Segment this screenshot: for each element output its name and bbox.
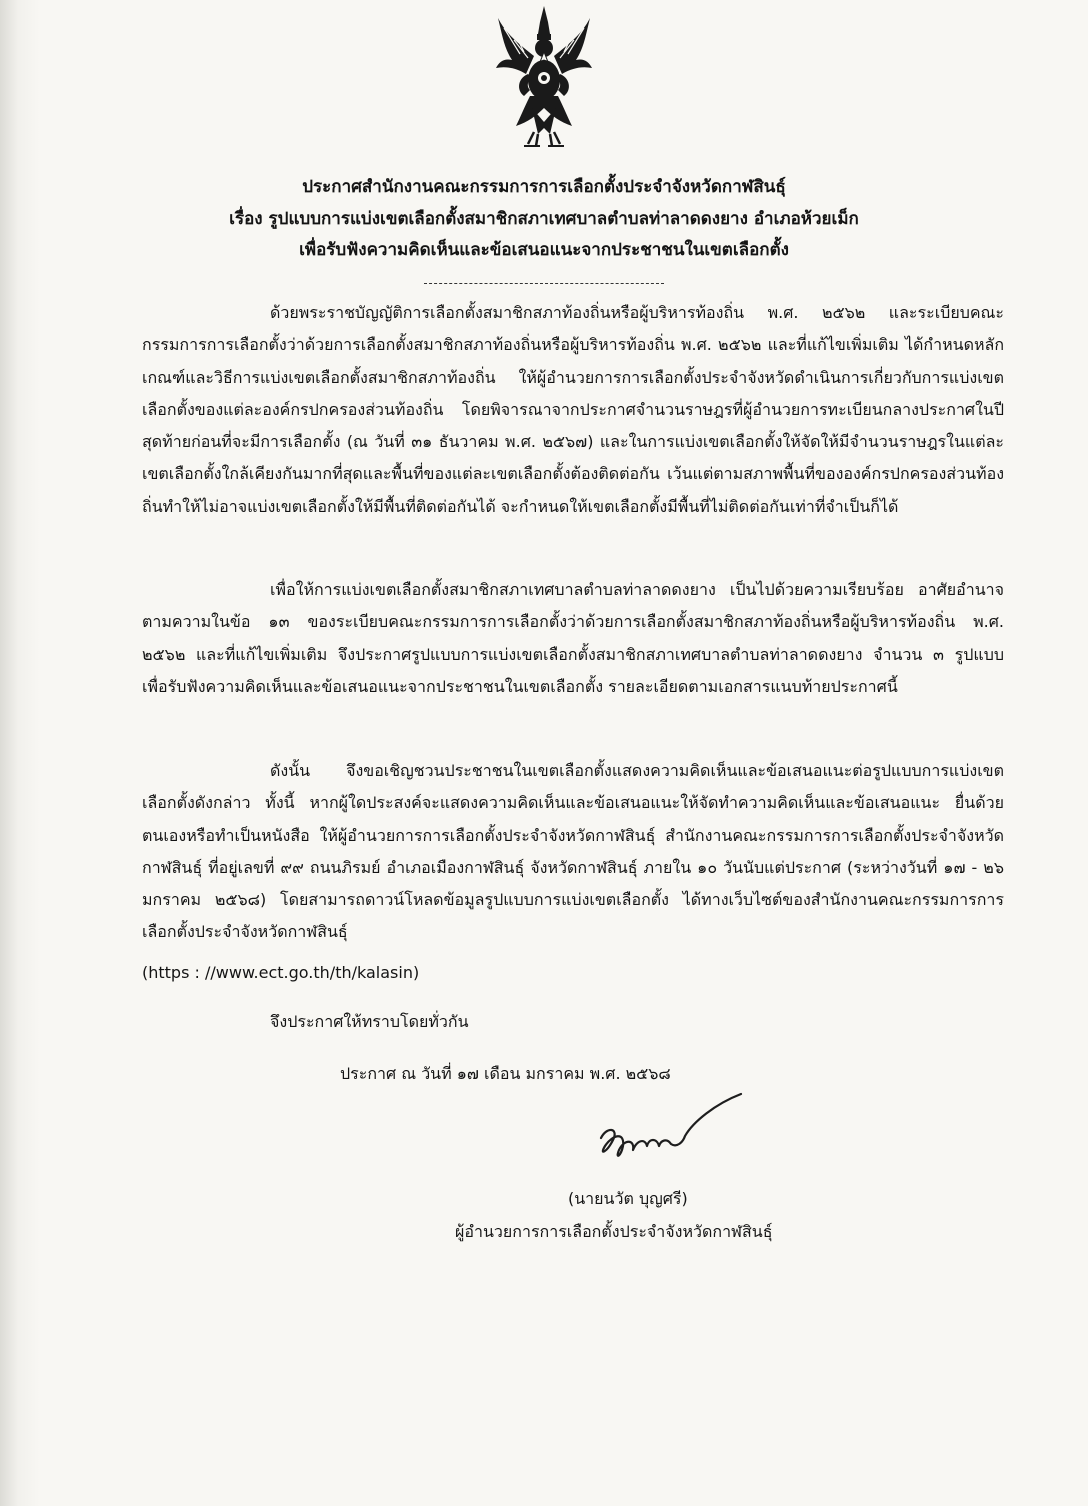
body-paragraph-3: ดังนั้น จึงขอเชิญชวนประชาชนในเขตเลือกตั้งแสดงความคิดเห็นและข้อเสนอแนะต่อรูปแบบการแบ่งเขตเลือกตั้งดังกล่าว ทั้งนี้ หากผู้ใดประสงค์จะแสดงความคิดเห็นและข้อเสนอแนะให้จัดทำความคิดเห็นและข้อเสนอแนะ ยื่นด้วยตนเองหรือทำเป็นหนังสือ ให้ผู้อำนวยการการเลือกตั้งประจำจังหวัดกาฬสินธุ์ สำนักงานคณะกรรมการการเลือกตั้งประจำจังหวัดกาฬสินธุ์ ที่อยู่เลขที่ ๙๙ ถนนภิรมย์ อำเภอเมืองกาฬสินธุ์ จังหวัดกาฬสินธุ์ ภายใน ๑๐ วันนับแต่ประกาศ (ระหว่างวันที่ ๑๗ - ๒๖ มกราคม ๒๕๖๘) โดยสามารถดาวน์โหลดข้อมูลรูปแบบการแบ่งเขตเลือกตั้ง ได้ทางเว็บไซต์ของสำนักงานคณะกรรมการการเลือกตั้งประจำจังหวัดกาฬสินธุ์ [142,761,1004,942]
closing-statement: จึงประกาศให้ทราบโดยทั่วกัน [270,1012,469,1031]
announcement-title: ประกาศสำนักงานคณะกรรมการการเลือกตั้งประจำจังหวัดกาฬสินธุ์ [302,177,786,197]
body-paragraph-1: ด้วยพระราชบัญญัติการเลือกตั้งสมาชิกสภาท้องถิ่นหรือผู้บริหารท้องถิ่น พ.ศ. ๒๕๖๒ และระเบียบคณะกรรมการการเลือกตั้งว่าด้วยการเลือกตั้งสมาชิกสภาท้องถิ่นหรือผู้บริหารท้องถิ่น พ.ศ. ๒๕๖๒ และที่แก้ไขเพิ่มเติม ได้กำหนดหลักเกณฑ์และวิธีการแบ่งเขตเลือกตั้งสมาชิกสภาท้องถิ่น ให้ผู้อำนวยการการเลือกตั้งประจำจังหวัดดำเนินการเกี่ยวกับการแบ่งเขตเลือกตั้งของแต่ละองค์กรปกครองส่วนท้องถิ่น โดยพิจารณาจากประกาศจำนวนราษฎรที่ผู้อำนวยการทะเบียนกลางประกาศในปีสุดท้ายก่อนที่จะมีการเลือกตั้ง (ณ วันที่ ๓๑ ธันวาคม พ.ศ. ๒๕๖๗) และในการแบ่งเขตเลือกตั้งให้จัดให้มีจำนวนราษฎรในแต่ละเขตเลือกตั้งใกล้เคียงกันมากที่สุดและพื้นที่ของแต่ละเขตเลือกตั้งต้องติดต่อกัน เว้นแต่ตามสภาพพื้นที่ขององค์กรปกครองส่วนท้องถิ่นทำให้ไม่อาจแบ่งเขตเลือกตั้งให้มีพื้นที่ติดต่อกันได้ จะกำหนดให้เขตเลือกตั้งมีพื้นที่ไม่ติดต่อกันเท่าที่จำเป็นก็ได้ [142,303,1004,516]
garuda-emblem-icon [494,4,594,150]
announcement-purpose: เพื่อรับฟังความคิดเห็นและข้อเสนอแนะจากประชาชนในเขตเลือกตั้ง [299,240,789,260]
signer-position: ผู้อำนวยการการเลือกตั้งประจำจังหวัดกาฬสินธุ์ [455,1222,773,1241]
header-divider [424,283,664,284]
announcement-subject: เรื่อง รูปแบบการแบ่งเขตเลือกตั้งสมาชิกสภาเทศบาลตำบลท่าลาดดงยาง อำเภอห้วยเม็ก [229,209,859,229]
signer-name: (นายนวัต บุญศรี) [568,1189,688,1208]
website-url: (https : //www.ect.go.th/th/kalasin) [142,963,420,982]
body-paragraph-2: เพื่อให้การแบ่งเขตเลือกตั้งสมาชิกสภาเทศบาลตำบลท่าลาดดงยาง เป็นไปด้วยความเรียบร้อย อาศัยอำนาจตามความในข้อ ๑๓ ของระเบียบคณะกรรมการการเลือกตั้งว่าด้วยการเลือกตั้งสมาชิกสภาท้องถิ่นหรือผู้บริหารท้องถิ่น พ.ศ. ๒๕๖๒ และที่แก้ไขเพิ่มเติม จึงประกาศรูปแบบการแบ่งเขตเลือกตั้งสมาชิกสภาเทศบาลตำบลท่าลาดดงยาง จำนวน ๓ รูปแบบ เพื่อรับฟังความคิดเห็นและข้อเสนอแนะจากประชาชนในเขตเลือกตั้ง รายละเอียดตามเอกสารแนบท้ายประกาศนี้ [142,580,1004,696]
announcement-date: ประกาศ ณ วันที่ ๑๗ เดือน มกราคม พ.ศ. ๒๕๖๘ [340,1064,671,1083]
handwritten-signature [585,1090,745,1180]
